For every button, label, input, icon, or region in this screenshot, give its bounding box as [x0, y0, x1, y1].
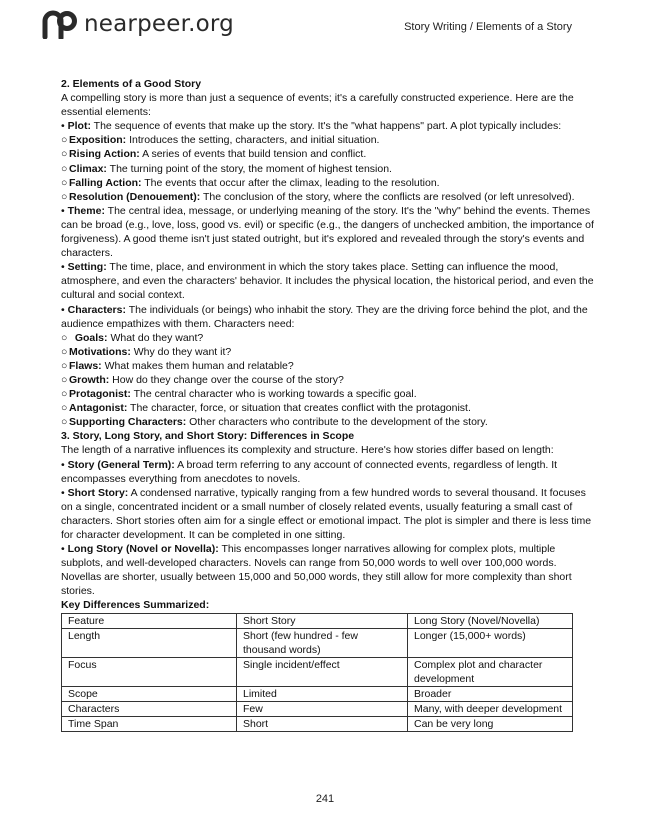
character-sub-item: ○ Antagonist: The character, force, or situation that creates conflict with the protagonist. [61, 402, 471, 415]
table-cell: Few [237, 701, 408, 716]
table-header-cell: Short Story [237, 613, 408, 628]
table-cell: Focus [62, 657, 237, 686]
nearpeer-logo[interactable] [42, 9, 234, 39]
character-sub-item: ○ Flaws: What makes them human and relatable? [61, 359, 294, 372]
character-sub-item: ○ Supporting Characters: Other characters who contribute to the development of the story. [61, 416, 488, 429]
characters-item: • Characters: The individuals (or beings) who inhabit the story. They are the driving force behind the plot, and the audience empathizes with them. Characters need: [61, 303, 588, 330]
table-title: Key Differences Summarized: [61, 599, 210, 612]
nearpeer-logo-icon [42, 9, 78, 39]
page-number: 241 [315, 793, 335, 805]
table-row [62, 716, 573, 731]
plot-sub-item: ○ Exposition: Introduces the setting, characters, and initial situation. [61, 134, 380, 147]
breadcrumb: Story Writing / Elements of a Story [404, 21, 572, 33]
table-cell: Length [62, 628, 237, 657]
setting-item: • Setting: The time, place, and environment in which the story takes place. Setting can influence the mood, atmosphere, and even the characters' behavior. It includes the physical location, the historical period, and even the cultural and social context. [61, 261, 594, 302]
table-cell: Broader [408, 686, 573, 701]
table-cell: Scope [62, 686, 237, 701]
table-cell: Many, with deeper development [408, 701, 573, 716]
section3-intro: The length of a narrative influences its complexity and structure. Here's how stories differ based on length: [61, 444, 554, 457]
story-item: • Story (General Term): A broad term referring to any account of connected events, regardless of length. It encompasses everything from anecdotes to novels. [61, 458, 558, 485]
short-story-item: • Short Story: A condensed narrative, typically ranging from a few hundred words to several thousand. It focuses on a single, concentrated incident or a small number of closely related events, usually featuring a small cast of characters. Short stories often aim for a single effect or emotional impact. The plot is simpler and there is less time for character development. It can be completed in one sitting. [61, 486, 592, 541]
plot-sub-item: ○ Resolution (Denouement): The conclusion of the story, where the conflicts are resolved (or left unresolved). [61, 190, 575, 203]
section3-heading: 3. Story, Long Story, and Short Story: Differences in Scope [61, 430, 355, 443]
logo-text: nearpeer.org [84, 11, 234, 37]
character-sub-item: ○ Growth: How do they change over the course of the story? [61, 373, 344, 386]
plot-item: • Plot: The sequence of events that make up the story. It's the "what happens" part. A plot typically includes: [61, 120, 562, 133]
table-row [62, 701, 573, 716]
theme-item: • Theme: The central idea, message, or underlying meaning of the story. It's the "why" behind the events. Themes can be broad (e.g., love, loss, good vs. evil) or specific (e.g., the dangers of unchecked ambition, the importance of forgiveness). A good theme isn't just stated outright, but it's explored and revealed through the story's events and characters. [61, 204, 594, 260]
table-header-cell: Long Story (Novel/Novella) [408, 613, 573, 628]
plot-sub-item: ○ Rising Action: A series of events that build tension and conflict. [61, 148, 367, 161]
character-sub-item: ○ Protagonist: The central character who is working towards a specific goal. [61, 388, 417, 401]
table-header-cell: Feature [62, 613, 237, 628]
table-cell: Single incident/effect [237, 657, 408, 686]
table-row [62, 686, 573, 701]
page-header [0, 0, 650, 56]
section2-heading: 2. Elements of a Good Story [61, 78, 202, 90]
table-cell: Time Span [62, 716, 237, 731]
section2-intro: A compelling story is more than just a sequence of events; it's a carefully constructed experience. Here are the essential elements: [61, 92, 574, 119]
plot-sub-item: ○ Falling Action: The events that occur after the climax, leading to the resolution. [61, 176, 440, 189]
table-cell: Can be very long [408, 716, 573, 731]
key-differences-table [61, 613, 573, 732]
table-header-row [62, 613, 573, 628]
table-cell: Limited [237, 686, 408, 701]
table-row [62, 657, 573, 686]
table-cell: Short (few hundred - few thousand words) [237, 628, 408, 657]
long-story-item: • Long Story (Novel or Novella): This encompasses longer narratives allowing for complex plots, multiple subplots, and well-developed characters. Novels can range from 50,000 words to well over 100,000 words. Novellas are shorter, usually between 15,000 and 50,000 words, they still allow for more complexity than short stories. [61, 543, 572, 598]
table-cell: Complex plot and character development [408, 657, 573, 686]
table-cell: Short [237, 716, 408, 731]
character-sub-item: ○ Motivations: Why do they want it? [61, 345, 232, 358]
table-cell: Longer (15,000+ words) [408, 628, 573, 657]
table-cell: Characters [62, 701, 237, 716]
plot-sub-item: ○ Climax: The turning point of the story, the moment of highest tension. [61, 162, 392, 175]
character-sub-item: ○ Goals: What do they want? [61, 331, 204, 344]
table-row [62, 628, 573, 657]
page-content [61, 77, 596, 732]
